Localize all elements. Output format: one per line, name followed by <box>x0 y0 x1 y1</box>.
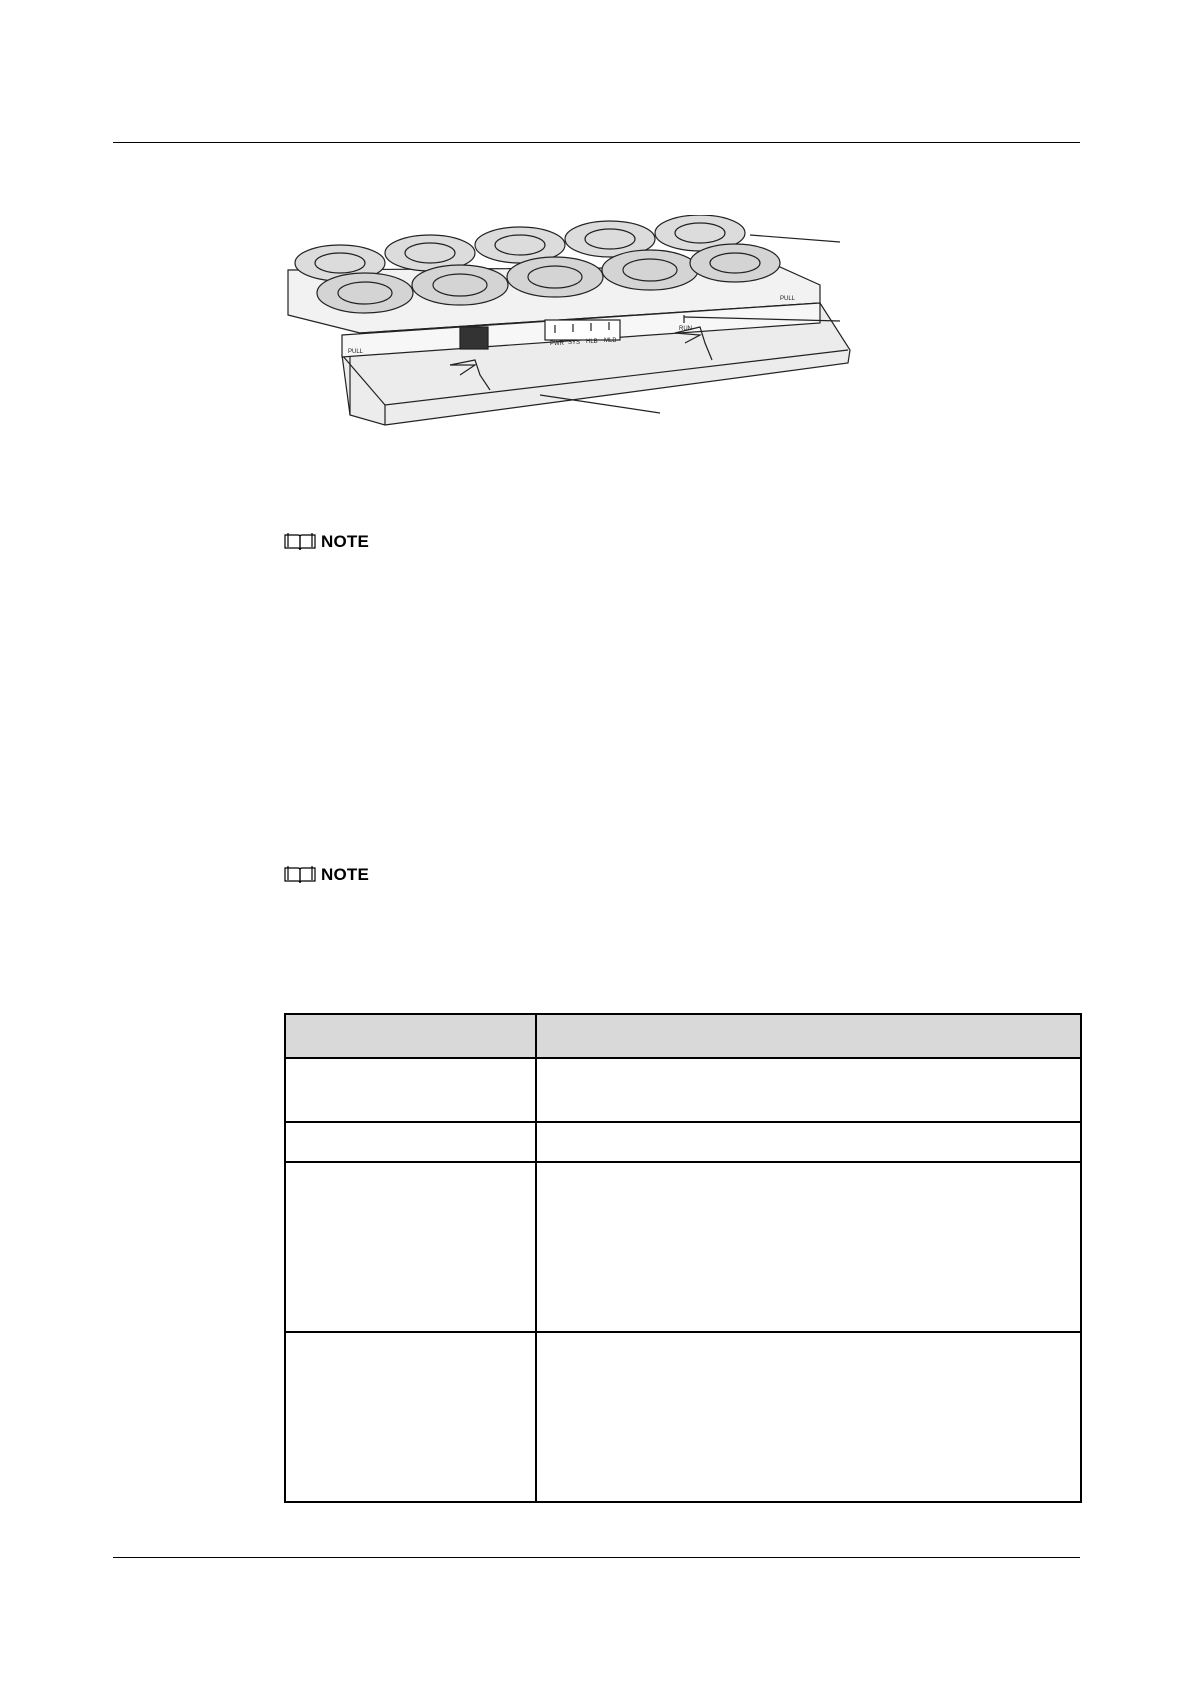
table-header-cell <box>536 1014 1081 1058</box>
pull-label-left: PULL <box>348 349 364 355</box>
table-cell <box>285 1332 536 1502</box>
book-icon <box>283 865 317 885</box>
table-header-row <box>285 1014 1081 1058</box>
table-cell <box>536 1332 1081 1502</box>
header-rule <box>113 142 1080 143</box>
table-header-cell <box>285 1014 536 1058</box>
note-label: NOTE <box>321 865 370 884</box>
led-label-mlb: MLB <box>604 338 617 344</box>
led-label-sys: SYS <box>568 340 581 346</box>
fan-tray-figure <box>280 215 930 465</box>
led-label-run: RUN <box>679 326 692 332</box>
spec-table <box>284 1013 1082 1503</box>
led-label-pwr: PWR <box>550 341 564 347</box>
book-icon <box>283 532 317 552</box>
footer-rule <box>113 1557 1080 1558</box>
table-row <box>285 1162 1081 1332</box>
note-1 <box>283 531 369 553</box>
note-label: NOTE <box>321 532 370 551</box>
table-cell <box>285 1162 536 1332</box>
table-cell <box>536 1162 1081 1332</box>
table-row <box>285 1058 1081 1122</box>
table-cell <box>285 1122 536 1162</box>
note-2 <box>283 864 369 886</box>
table-row <box>285 1122 1081 1162</box>
table-cell <box>536 1122 1081 1162</box>
fan-tray-illustration <box>280 215 930 465</box>
pull-label-right: PULL <box>780 296 796 302</box>
led-label-hlb: HLB <box>586 339 598 345</box>
table-cell <box>285 1058 536 1122</box>
table-cell <box>536 1058 1081 1122</box>
table-row <box>285 1332 1081 1502</box>
label-plate <box>460 327 488 349</box>
